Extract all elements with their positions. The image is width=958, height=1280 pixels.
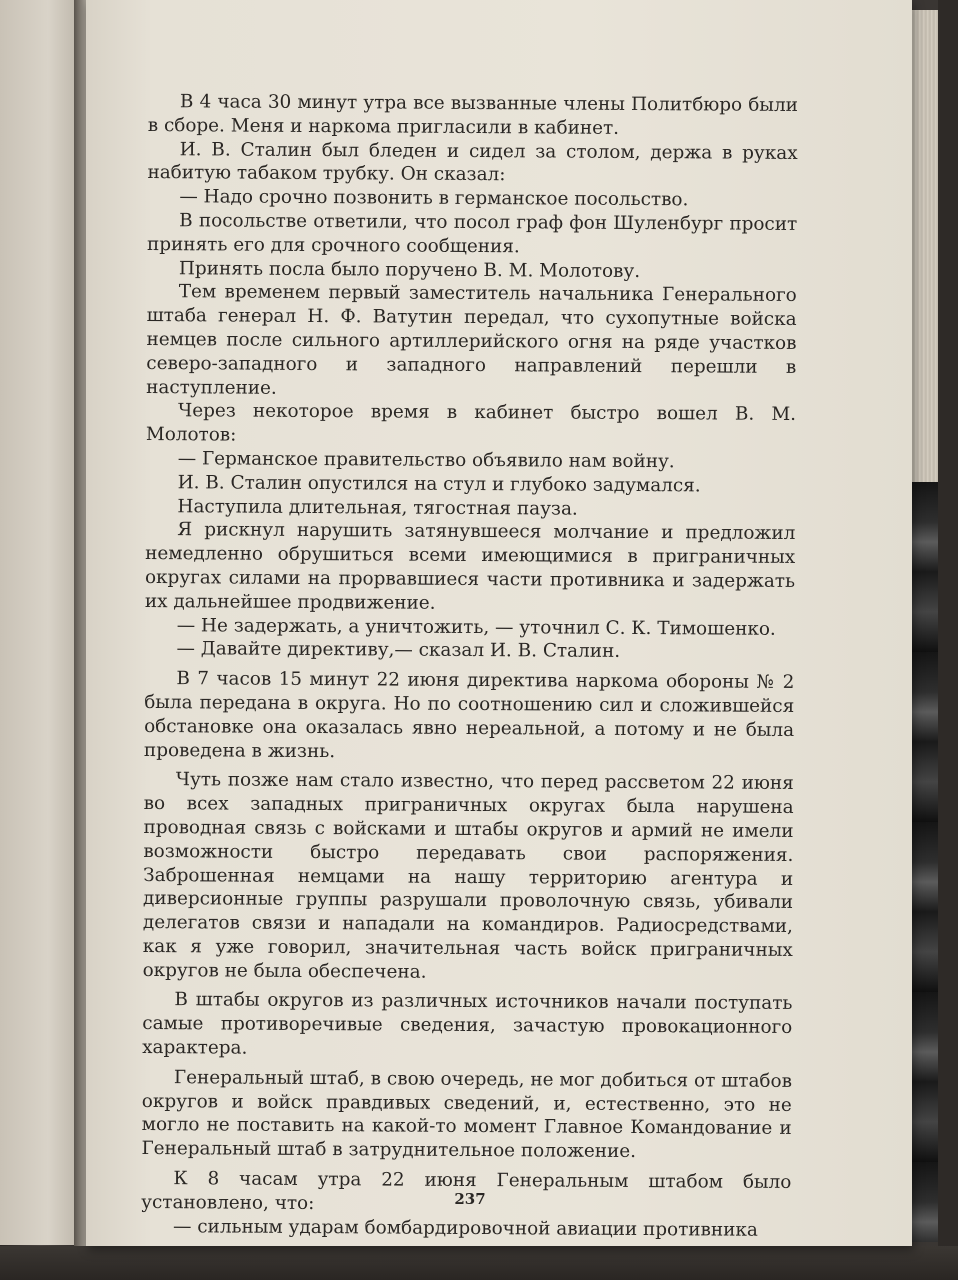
paragraph: — Давайте директиву,— сказал И. В. Сталин. bbox=[176, 638, 621, 663]
paragraph: — Германское правительство объявило нам войну. bbox=[177, 448, 675, 473]
paragraph: Через некоторое время в кабинет быстро вошел В. М. Молотов: bbox=[145, 400, 797, 446]
paragraph: Генеральный штаб, в свою очередь, не мог добиться от штабов округов и войск правдивых сведений, и, естественно, это не могло не поставить на какой-то момент Главное Командование и Генеральный штаб в затруднительное положение. bbox=[141, 1067, 793, 1163]
paragraph: Чуть позже нам стало известно, что перед рассветом 22 июня во всех западных приграничных округах была нарушена проводная связь с войсками и штабы округов и армий не имели возможности быстро передавать свои распоряжения. Заброшенная немцами на нашу территорию агентура и диверсионные группы разрушали проволочную связь, убивали делегатов связи и нападали на командиров. Радиосредствами, как я уже говорил, значительная часть войск приграничных округов не была обеспечена. bbox=[142, 769, 794, 983]
paragraph: В 4 часа 30 минут утра все вызванные члены Политбюро были в сборе. Меня и наркома пригласили в кабинет. bbox=[147, 91, 798, 139]
paragraph: Я рискнул нарушить затянувшееся молчание и предложил немедленно обрушиться всеми имеющимися в приграничных округах силами на прорвавшиеся части противника и задержать их дальнейшее продвижение. bbox=[144, 519, 796, 614]
paragraph: И. В. Сталин опустился на стул и глубоко задумался. bbox=[177, 471, 701, 497]
right-background bbox=[938, 0, 958, 1280]
paragraph: В посольстве ответили, что посол граф фон Шуленбург просит принять его для срочного сообщения. bbox=[146, 210, 798, 258]
page-body bbox=[141, 90, 798, 1242]
paragraph: К 8 часам утра 22 июня Генеральным штабом было установлено, что: bbox=[141, 1168, 792, 1214]
page-number: 237 bbox=[454, 1190, 486, 1208]
paragraph: — сильным ударам бомбардировочной авиации противника bbox=[172, 1215, 758, 1241]
left-page bbox=[0, 0, 80, 1245]
paragraph: Тем временем первый заместитель начальника Генерального штаба генерал Н. Ф. Ватутин передал, что сухопутные войска немцев после сильного артиллерийского огня на ряде участков северо-западного и западного направлений перешли в наступление. bbox=[146, 281, 797, 399]
paragraph: — Надо срочно позвонить в германское посольство. bbox=[179, 186, 689, 211]
paragraph: — Не задержать, а уничтожить, — уточнил С. К. Тимошенко. bbox=[176, 614, 776, 640]
paragraph: Принять посла было поручено В. М. Молотову. bbox=[178, 257, 641, 282]
paragraph: В штабы округов из различных источников начали поступать самые противоречивые сведения, зачастую провокационного характера. bbox=[142, 989, 793, 1059]
paragraph: Наступила длительная, тягостная пауза. bbox=[177, 495, 578, 520]
photo-insert-edge bbox=[912, 482, 938, 1242]
bottom-background bbox=[0, 1246, 958, 1280]
paragraph: И. В. Сталин был бледен и сидел за столом, держа в руках набитую табаком трубку. Он сказал: bbox=[147, 138, 798, 186]
paragraph: В 7 часов 15 минут 22 июня директива наркома обороны № 2 была передана в округа. Но по соотношению сил и сложившейся обстановке она оказалась явно нереальной, а потому и не была проведена в жизнь. bbox=[143, 668, 795, 762]
